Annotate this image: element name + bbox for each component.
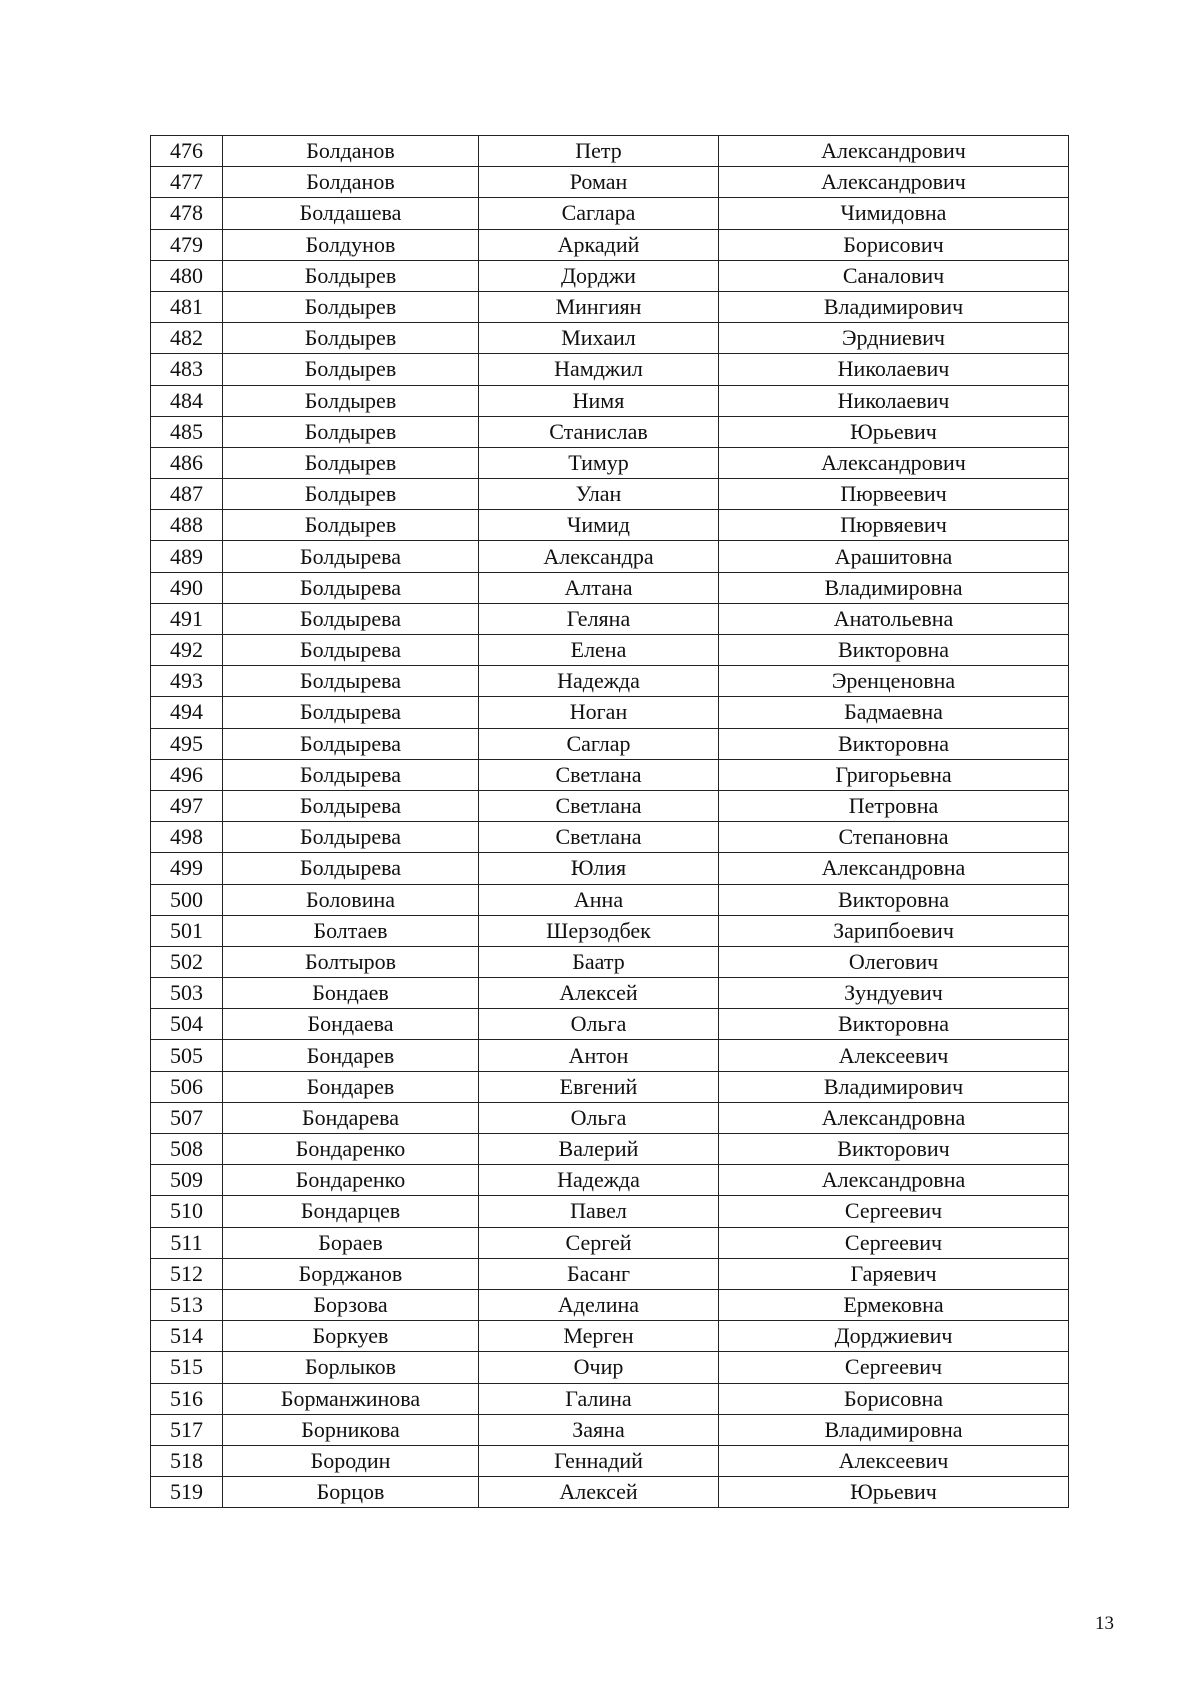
patronymic-cell: Викторовна xyxy=(719,635,1069,666)
last-name-cell: Болдунов xyxy=(223,229,479,260)
table-row xyxy=(151,229,1069,260)
page-number: 13 xyxy=(1095,1613,1114,1634)
patronymic-cell: Владимирович xyxy=(719,291,1069,322)
first-name-cell: Чимид xyxy=(479,510,719,541)
row-number-cell: 504 xyxy=(151,1009,223,1040)
table-row xyxy=(151,1352,1069,1383)
patronymic-cell: Николаевич xyxy=(719,354,1069,385)
last-name-cell: Бородин xyxy=(223,1445,479,1476)
patronymic-cell: Алексеевич xyxy=(719,1040,1069,1071)
table-row xyxy=(151,260,1069,291)
patronymic-cell: Петровна xyxy=(719,790,1069,821)
first-name-cell: Светлана xyxy=(479,822,719,853)
patronymic-cell: Юрьевич xyxy=(719,1477,1069,1508)
patronymic-cell: Дорджиевич xyxy=(719,1321,1069,1352)
first-name-cell: Светлана xyxy=(479,790,719,821)
row-number-cell: 517 xyxy=(151,1414,223,1445)
patronymic-cell: Зундуевич xyxy=(719,978,1069,1009)
row-number-cell: 506 xyxy=(151,1071,223,1102)
row-number-cell: 495 xyxy=(151,728,223,759)
patronymic-cell: Сергеевич xyxy=(719,1352,1069,1383)
patronymic-cell: Александровна xyxy=(719,1165,1069,1196)
patronymic-cell: Эренценовна xyxy=(719,666,1069,697)
last-name-cell: Болдырева xyxy=(223,697,479,728)
row-number-cell: 487 xyxy=(151,479,223,510)
patronymic-cell: Борисовна xyxy=(719,1383,1069,1414)
last-name-cell: Болдырев xyxy=(223,323,479,354)
row-number-cell: 496 xyxy=(151,759,223,790)
patronymic-cell: Ермековна xyxy=(719,1289,1069,1320)
first-name-cell: Алексей xyxy=(479,978,719,1009)
patronymic-cell: Алексеевич xyxy=(719,1445,1069,1476)
last-name-cell: Боркуев xyxy=(223,1321,479,1352)
table-row xyxy=(151,978,1069,1009)
row-number-cell: 497 xyxy=(151,790,223,821)
row-number-cell: 503 xyxy=(151,978,223,1009)
first-name-cell: Саглар xyxy=(479,728,719,759)
last-name-cell: Болдырева xyxy=(223,541,479,572)
row-number-cell: 488 xyxy=(151,510,223,541)
table-row xyxy=(151,572,1069,603)
table-row xyxy=(151,1414,1069,1445)
row-number-cell: 477 xyxy=(151,167,223,198)
first-name-cell: Валерий xyxy=(479,1134,719,1165)
last-name-cell: Болдырева xyxy=(223,728,479,759)
table-row xyxy=(151,167,1069,198)
first-name-cell: Евгений xyxy=(479,1071,719,1102)
patronymic-cell: Борисович xyxy=(719,229,1069,260)
row-number-cell: 514 xyxy=(151,1321,223,1352)
first-name-cell: Антон xyxy=(479,1040,719,1071)
last-name-cell: Болдырев xyxy=(223,479,479,510)
patronymic-cell: Анатольевна xyxy=(719,603,1069,634)
patronymic-cell: Чимидовна xyxy=(719,198,1069,229)
last-name-cell: Болдырева xyxy=(223,790,479,821)
table-row xyxy=(151,603,1069,634)
last-name-cell: Болдырева xyxy=(223,572,479,603)
row-number-cell: 486 xyxy=(151,447,223,478)
last-name-cell: Борцов xyxy=(223,1477,479,1508)
table-row xyxy=(151,416,1069,447)
last-name-cell: Борманжинова xyxy=(223,1383,479,1414)
row-number-cell: 483 xyxy=(151,354,223,385)
first-name-cell: Аделина xyxy=(479,1289,719,1320)
last-name-cell: Борзова xyxy=(223,1289,479,1320)
last-name-cell: Болдырев xyxy=(223,416,479,447)
first-name-cell: Галина xyxy=(479,1383,719,1414)
row-number-cell: 510 xyxy=(151,1196,223,1227)
row-number-cell: 507 xyxy=(151,1102,223,1133)
first-name-cell: Надежда xyxy=(479,666,719,697)
table-row xyxy=(151,510,1069,541)
patronymic-cell: Григорьевна xyxy=(719,759,1069,790)
table-row xyxy=(151,447,1069,478)
patronymic-cell: Александровна xyxy=(719,853,1069,884)
table-row xyxy=(151,759,1069,790)
last-name-cell: Болдырев xyxy=(223,260,479,291)
last-name-cell: Бондаренко xyxy=(223,1134,479,1165)
last-name-cell: Болдырева xyxy=(223,853,479,884)
patronymic-cell: Олегович xyxy=(719,946,1069,977)
first-name-cell: Мерген xyxy=(479,1321,719,1352)
table-row xyxy=(151,1227,1069,1258)
table-row xyxy=(151,136,1069,167)
last-name-cell: Болдырев xyxy=(223,447,479,478)
first-name-cell: Улан xyxy=(479,479,719,510)
patronymic-cell: Бадмаевна xyxy=(719,697,1069,728)
first-name-cell: Геннадий xyxy=(479,1445,719,1476)
first-name-cell: Юлия xyxy=(479,853,719,884)
last-name-cell: Болдашева xyxy=(223,198,479,229)
last-name-cell: Болтыров xyxy=(223,946,479,977)
last-name-cell: Борлыков xyxy=(223,1352,479,1383)
last-name-cell: Бондаев xyxy=(223,978,479,1009)
patronymic-cell: Сергеевич xyxy=(719,1227,1069,1258)
patronymic-cell: Александровна xyxy=(719,1102,1069,1133)
names-table-body xyxy=(151,136,1069,1508)
first-name-cell: Нимя xyxy=(479,385,719,416)
table-row xyxy=(151,790,1069,821)
row-number-cell: 505 xyxy=(151,1040,223,1071)
first-name-cell: Саглара xyxy=(479,198,719,229)
table-row xyxy=(151,1383,1069,1414)
first-name-cell: Мингиян xyxy=(479,291,719,322)
first-name-cell: Баатр xyxy=(479,946,719,977)
first-name-cell: Алтана xyxy=(479,572,719,603)
row-number-cell: 485 xyxy=(151,416,223,447)
first-name-cell: Сергей xyxy=(479,1227,719,1258)
row-number-cell: 492 xyxy=(151,635,223,666)
first-name-cell: Светлана xyxy=(479,759,719,790)
last-name-cell: Бондарев xyxy=(223,1040,479,1071)
first-name-cell: Ольга xyxy=(479,1102,719,1133)
row-number-cell: 478 xyxy=(151,198,223,229)
table-row xyxy=(151,1009,1069,1040)
last-name-cell: Боловина xyxy=(223,884,479,915)
last-name-cell: Болдырева xyxy=(223,759,479,790)
row-number-cell: 513 xyxy=(151,1289,223,1320)
patronymic-cell: Александрович xyxy=(719,167,1069,198)
last-name-cell: Бондарев xyxy=(223,1071,479,1102)
table-row xyxy=(151,946,1069,977)
first-name-cell: Ольга xyxy=(479,1009,719,1040)
first-name-cell: Шерзодбек xyxy=(479,915,719,946)
patronymic-cell: Пюрвеевич xyxy=(719,479,1069,510)
first-name-cell: Елена xyxy=(479,635,719,666)
first-name-cell: Заяна xyxy=(479,1414,719,1445)
last-name-cell: Бораев xyxy=(223,1227,479,1258)
table-row xyxy=(151,635,1069,666)
first-name-cell: Дорджи xyxy=(479,260,719,291)
last-name-cell: Борджанов xyxy=(223,1258,479,1289)
table-row xyxy=(151,728,1069,759)
first-name-cell: Басанг xyxy=(479,1258,719,1289)
first-name-cell: Тимур xyxy=(479,447,719,478)
table-row xyxy=(151,822,1069,853)
last-name-cell: Болданов xyxy=(223,167,479,198)
first-name-cell: Алексей xyxy=(479,1477,719,1508)
patronymic-cell: Пюрвяевич xyxy=(719,510,1069,541)
row-number-cell: 484 xyxy=(151,385,223,416)
table-row xyxy=(151,884,1069,915)
table-row xyxy=(151,1071,1069,1102)
table-row xyxy=(151,1196,1069,1227)
first-name-cell: Аркадий xyxy=(479,229,719,260)
first-name-cell: Надежда xyxy=(479,1165,719,1196)
row-number-cell: 500 xyxy=(151,884,223,915)
row-number-cell: 498 xyxy=(151,822,223,853)
last-name-cell: Болдырев xyxy=(223,385,479,416)
last-name-cell: Бондаренко xyxy=(223,1165,479,1196)
last-name-cell: Бондаева xyxy=(223,1009,479,1040)
patronymic-cell: Викторовна xyxy=(719,728,1069,759)
patronymic-cell: Николаевич xyxy=(719,385,1069,416)
table-row xyxy=(151,666,1069,697)
table-row xyxy=(151,1445,1069,1476)
table-row xyxy=(151,697,1069,728)
patronymic-cell: Владимировна xyxy=(719,1414,1069,1445)
first-name-cell: Петр xyxy=(479,136,719,167)
patronymic-cell: Юрьевич xyxy=(719,416,1069,447)
row-number-cell: 482 xyxy=(151,323,223,354)
first-name-cell: Ноган xyxy=(479,697,719,728)
last-name-cell: Бондарева xyxy=(223,1102,479,1133)
patronymic-cell: Владимирович xyxy=(719,1071,1069,1102)
first-name-cell: Павел xyxy=(479,1196,719,1227)
last-name-cell: Болтаев xyxy=(223,915,479,946)
last-name-cell: Болдырева xyxy=(223,603,479,634)
table-row xyxy=(151,323,1069,354)
row-number-cell: 476 xyxy=(151,136,223,167)
row-number-cell: 480 xyxy=(151,260,223,291)
row-number-cell: 490 xyxy=(151,572,223,603)
patronymic-cell: Саналович xyxy=(719,260,1069,291)
row-number-cell: 481 xyxy=(151,291,223,322)
first-name-cell: Станислав xyxy=(479,416,719,447)
table-row xyxy=(151,291,1069,322)
patronymic-cell: Викторовна xyxy=(719,884,1069,915)
last-name-cell: Болдырева xyxy=(223,822,479,853)
last-name-cell: Болдырева xyxy=(223,666,479,697)
row-number-cell: 491 xyxy=(151,603,223,634)
row-number-cell: 519 xyxy=(151,1477,223,1508)
last-name-cell: Болдырева xyxy=(223,635,479,666)
patronymic-cell: Гаряевич xyxy=(719,1258,1069,1289)
patronymic-cell: Викторовна xyxy=(719,1009,1069,1040)
row-number-cell: 493 xyxy=(151,666,223,697)
patronymic-cell: Александрович xyxy=(719,447,1069,478)
first-name-cell: Александра xyxy=(479,541,719,572)
patronymic-cell: Александрович xyxy=(719,136,1069,167)
patronymic-cell: Зарипбоевич xyxy=(719,915,1069,946)
first-name-cell: Намджил xyxy=(479,354,719,385)
last-name-cell: Болдырев xyxy=(223,510,479,541)
table-row xyxy=(151,541,1069,572)
table-row xyxy=(151,479,1069,510)
table-row xyxy=(151,1477,1069,1508)
first-name-cell: Геляна xyxy=(479,603,719,634)
table-row xyxy=(151,1289,1069,1320)
patronymic-cell: Арашитовна xyxy=(719,541,1069,572)
table-row xyxy=(151,853,1069,884)
table-row xyxy=(151,385,1069,416)
first-name-cell: Михаил xyxy=(479,323,719,354)
first-name-cell: Роман xyxy=(479,167,719,198)
row-number-cell: 499 xyxy=(151,853,223,884)
names-table xyxy=(150,135,1069,1508)
row-number-cell: 511 xyxy=(151,1227,223,1258)
table-row xyxy=(151,1321,1069,1352)
table-row xyxy=(151,1040,1069,1071)
row-number-cell: 479 xyxy=(151,229,223,260)
last-name-cell: Болданов xyxy=(223,136,479,167)
row-number-cell: 509 xyxy=(151,1165,223,1196)
first-name-cell: Анна xyxy=(479,884,719,915)
table-row xyxy=(151,1102,1069,1133)
table-row xyxy=(151,1165,1069,1196)
patronymic-cell: Степановна xyxy=(719,822,1069,853)
row-number-cell: 516 xyxy=(151,1383,223,1414)
patronymic-cell: Владимировна xyxy=(719,572,1069,603)
table-row xyxy=(151,198,1069,229)
table-row xyxy=(151,1134,1069,1165)
patronymic-cell: Сергеевич xyxy=(719,1196,1069,1227)
last-name-cell: Бондарцев xyxy=(223,1196,479,1227)
table-row xyxy=(151,1258,1069,1289)
last-name-cell: Борникова xyxy=(223,1414,479,1445)
last-name-cell: Болдырев xyxy=(223,291,479,322)
row-number-cell: 501 xyxy=(151,915,223,946)
first-name-cell: Очир xyxy=(479,1352,719,1383)
row-number-cell: 515 xyxy=(151,1352,223,1383)
row-number-cell: 518 xyxy=(151,1445,223,1476)
row-number-cell: 508 xyxy=(151,1134,223,1165)
row-number-cell: 489 xyxy=(151,541,223,572)
row-number-cell: 502 xyxy=(151,946,223,977)
patronymic-cell: Эрдниевич xyxy=(719,323,1069,354)
row-number-cell: 512 xyxy=(151,1258,223,1289)
last-name-cell: Болдырев xyxy=(223,354,479,385)
table-row xyxy=(151,915,1069,946)
row-number-cell: 494 xyxy=(151,697,223,728)
table-row xyxy=(151,354,1069,385)
patronymic-cell: Викторович xyxy=(719,1134,1069,1165)
